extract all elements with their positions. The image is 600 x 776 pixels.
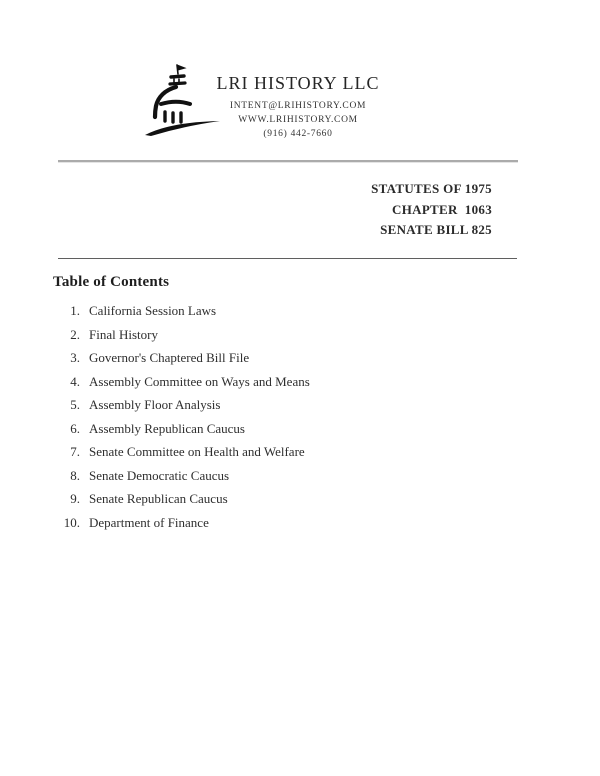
toc-item-label: Assembly Republican Caucus — [89, 420, 245, 436]
toc-item-number: 10. — [63, 514, 80, 530]
toc-item — [0, 303, 460, 327]
toc-item-number: 6. — [70, 420, 80, 436]
statute-reference-block — [371, 179, 492, 241]
divider-bottom — [58, 258, 517, 259]
toc-item-number: 1. — [70, 303, 80, 318]
toc-item-number: 5. — [70, 397, 80, 412]
divider-top — [58, 160, 518, 162]
toc-item-number: 2. — [70, 326, 80, 342]
toc-item-label: Assembly Floor Analysis — [89, 397, 221, 412]
letterhead — [216, 73, 379, 141]
toc-item-number: 7. — [70, 444, 80, 459]
toc-item — [0, 421, 460, 445]
toc-item-label: Final History — [89, 326, 158, 342]
toc-item-number: 9. — [70, 491, 80, 506]
chapter-line: CHAPTER 1063 — [392, 201, 492, 217]
toc-item-label: Governor's Chaptered Bill File — [89, 350, 250, 365]
toc-list — [0, 303, 460, 538]
toc-item-number: 3. — [70, 350, 80, 365]
toc-item-label: Senate Republican Caucus — [89, 491, 228, 506]
company-name: LRI HISTORY LLC — [216, 73, 380, 93]
company-website: WWW.LRIHISTORY.COM — [238, 115, 358, 125]
toc-item — [0, 350, 460, 374]
toc-item — [0, 515, 460, 539]
toc-item-label: Assembly Committee on Ways and Means — [89, 373, 310, 389]
toc-item-label: California Session Laws — [89, 303, 217, 318]
toc-item-number: 4. — [70, 373, 80, 389]
toc-item-label: Senate Committee on Health and Welfare — [89, 444, 305, 459]
toc-item — [0, 397, 460, 421]
toc-item-number: 8. — [70, 467, 80, 483]
toc-item — [0, 374, 460, 398]
senate-bill-line: SENATE BILL 825 — [380, 222, 492, 237]
company-phone: (916) 442-7660 — [263, 129, 333, 139]
toc-item — [0, 491, 460, 515]
toc-item-label: Department of Finance — [89, 514, 209, 530]
toc-item — [0, 444, 460, 468]
toc-item — [0, 327, 460, 351]
toc-title: Table of Contents — [53, 274, 170, 290]
logo-base-stroke — [145, 121, 220, 136]
statutes-line: STATUTES OF 1975 — [371, 181, 492, 196]
toc-item — [0, 468, 460, 492]
company-email: INTENT@LRIHISTORY.COM — [229, 101, 367, 111]
toc-item-label: Senate Democratic Caucus — [89, 467, 230, 483]
